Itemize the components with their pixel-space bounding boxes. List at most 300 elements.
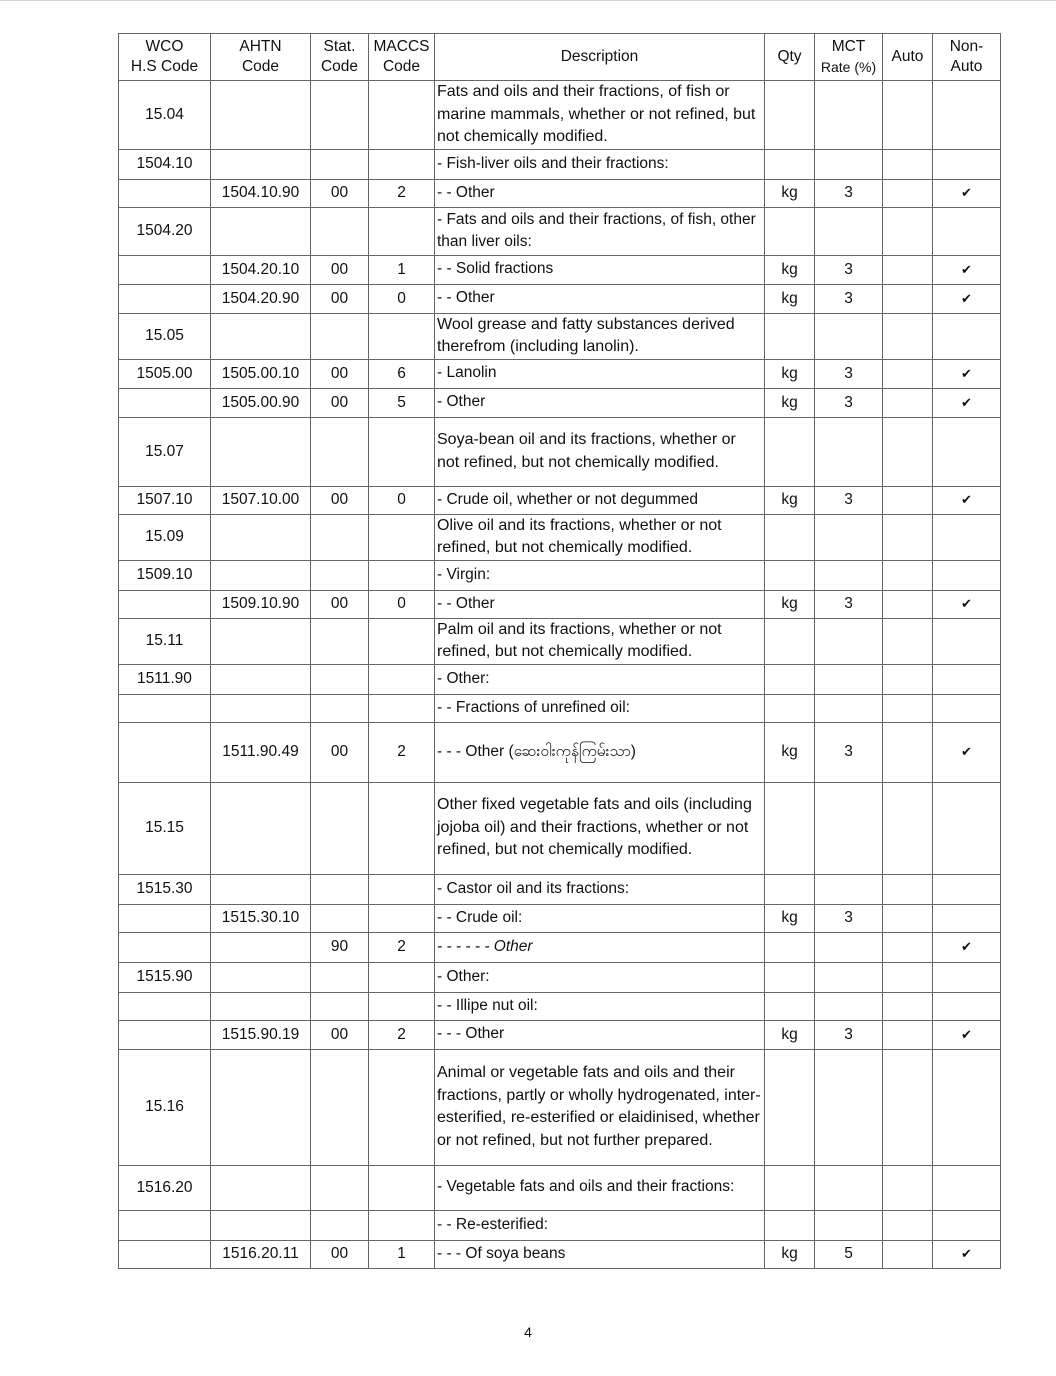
description-cell: Olive oil and its fractions, whether or not refined, but not chemically modified.: [435, 514, 765, 560]
stat-code-cell: [311, 874, 369, 904]
wco-code-cell: 1515.30: [119, 874, 211, 904]
description-cell: - - - Of soya beans: [435, 1240, 765, 1268]
ahtn-code-cell: [211, 992, 311, 1020]
table-row: [119, 664, 1001, 694]
table-row: [119, 560, 1001, 590]
mct-rate-cell: [815, 694, 883, 722]
stat-code-cell: [311, 81, 369, 150]
non-auto-cell: [933, 417, 1001, 486]
stat-code-cell: [311, 992, 369, 1020]
description-cell: - Castor oil and its fractions:: [435, 874, 765, 904]
description-cell: - Crude oil, whether or not degummed: [435, 486, 765, 514]
qty-cell: kg: [765, 255, 815, 284]
wco-code-cell: [119, 255, 211, 284]
mct-rate-cell: 3: [815, 486, 883, 514]
auto-cell: [883, 514, 933, 560]
stat-code-cell: [311, 207, 369, 255]
description-cell: Other fixed vegetable fats and oils (including jojoba oil) and their fractions, whether or not refined, but not chemically modified.: [435, 782, 765, 874]
wco-code-cell: [119, 590, 211, 618]
description-cell: Animal or vegetable fats and oils and their fractions, partly or wholly hydrogenated, inter-esterified, re-esterified or elaidinised, whether or not refined, but not further prepared.: [435, 1049, 765, 1165]
wco-code-cell: 1509.10: [119, 560, 211, 590]
maccs-code-cell: 1: [369, 1240, 435, 1268]
maccs-code-cell: 6: [369, 359, 435, 388]
auto-cell: [883, 284, 933, 313]
maccs-code-cell: [369, 664, 435, 694]
stat-code-cell: 00: [311, 359, 369, 388]
wco-code-cell: [119, 904, 211, 932]
mct-rate-cell: [815, 560, 883, 590]
header-stat: Stat. Code: [311, 34, 369, 81]
stat-code-cell: 00: [311, 1020, 369, 1049]
ahtn-code-cell: 1511.90.49: [211, 722, 311, 782]
wco-code-cell: [119, 992, 211, 1020]
stat-code-cell: 00: [311, 1240, 369, 1268]
wco-code-cell: [119, 932, 211, 962]
table-row: [119, 1165, 1001, 1210]
non-auto-cell: [933, 514, 1001, 560]
maccs-code-cell: [369, 1049, 435, 1165]
auto-cell: [883, 486, 933, 514]
stat-code-cell: 00: [311, 722, 369, 782]
qty-cell: [765, 618, 815, 664]
qty-cell: kg: [765, 486, 815, 514]
table-row: [119, 962, 1001, 992]
ahtn-code-cell: [211, 81, 311, 150]
non-auto-cell: [933, 782, 1001, 874]
qty-cell: [765, 962, 815, 992]
table-row: [119, 359, 1001, 388]
auto-cell: [883, 313, 933, 359]
qty-cell: [765, 417, 815, 486]
qty-cell: [765, 149, 815, 179]
wco-code-cell: 15.05: [119, 313, 211, 359]
description-cell: - Fish-liver oils and their fractions:: [435, 149, 765, 179]
header-maccs: MACCS Code: [369, 34, 435, 81]
table-row: [119, 149, 1001, 179]
description-cell: - - Other: [435, 179, 765, 207]
maccs-code-cell: [369, 514, 435, 560]
qty-cell: [765, 874, 815, 904]
checkmark-icon: ✔: [933, 284, 1001, 313]
checkmark-icon: ✔: [933, 179, 1001, 207]
mct-rate-cell: [815, 313, 883, 359]
checkmark-icon: ✔: [933, 722, 1001, 782]
stat-code-cell: [311, 560, 369, 590]
auto-cell: [883, 1049, 933, 1165]
ahtn-code-cell: [211, 313, 311, 359]
table-row: [119, 618, 1001, 664]
ahtn-code-cell: 1505.00.10: [211, 359, 311, 388]
non-auto-cell: [933, 207, 1001, 255]
qty-cell: [765, 514, 815, 560]
auto-cell: [883, 904, 933, 932]
non-auto-cell: [933, 904, 1001, 932]
description-cell: Wool grease and fatty substances derived therefrom (including lanolin).: [435, 313, 765, 359]
description-cell: - - Crude oil:: [435, 904, 765, 932]
ahtn-code-cell: [211, 207, 311, 255]
description-cell: - - - Other (ဆေးဝါးကုန်ကြမ်းသာ): [435, 722, 765, 782]
wco-code-cell: 15.15: [119, 782, 211, 874]
ahtn-code-cell: 1515.30.10: [211, 904, 311, 932]
auto-cell: [883, 618, 933, 664]
mct-rate-cell: [815, 1049, 883, 1165]
non-auto-cell: [933, 313, 1001, 359]
qty-cell: [765, 1210, 815, 1240]
description-cell: Soya-bean oil and its fractions, whether or not refined, but not chemically modified.: [435, 417, 765, 486]
table-row: [119, 904, 1001, 932]
qty-cell: kg: [765, 359, 815, 388]
qty-cell: [765, 313, 815, 359]
qty-cell: kg: [765, 1240, 815, 1268]
maccs-code-cell: [369, 207, 435, 255]
non-auto-cell: [933, 149, 1001, 179]
description-cell: - - - - - - Other: [435, 932, 765, 962]
maccs-code-cell: [369, 694, 435, 722]
checkmark-icon: ✔: [933, 1020, 1001, 1049]
qty-cell: [765, 694, 815, 722]
wco-code-cell: 15.11: [119, 618, 211, 664]
mct-rate-cell: 3: [815, 388, 883, 417]
wco-code-cell: 1504.10: [119, 149, 211, 179]
ahtn-code-cell: [211, 149, 311, 179]
header-wco: WCO H.S Code: [119, 34, 211, 81]
description-cell: - - - Other: [435, 1020, 765, 1049]
table-row: [119, 992, 1001, 1020]
auto-cell: [883, 874, 933, 904]
maccs-code-cell: [369, 1165, 435, 1210]
maccs-code-cell: 2: [369, 179, 435, 207]
header-qty: Qty: [765, 34, 815, 81]
stat-code-cell: [311, 1165, 369, 1210]
maccs-code-cell: [369, 962, 435, 992]
wco-code-cell: 1511.90: [119, 664, 211, 694]
maccs-code-cell: [369, 417, 435, 486]
qty-cell: [765, 932, 815, 962]
non-auto-cell: [933, 560, 1001, 590]
mct-rate-cell: 3: [815, 255, 883, 284]
stat-code-cell: [311, 417, 369, 486]
checkmark-icon: ✔: [933, 1240, 1001, 1268]
page-number: 4: [524, 1324, 532, 1340]
ahtn-code-cell: 1504.20.10: [211, 255, 311, 284]
ahtn-code-cell: 1504.10.90: [211, 179, 311, 207]
tariff-table: [118, 33, 1001, 1269]
checkmark-icon: ✔: [933, 590, 1001, 618]
qty-cell: [765, 782, 815, 874]
maccs-code-cell: [369, 904, 435, 932]
mct-rate-cell: [815, 664, 883, 694]
qty-cell: kg: [765, 1020, 815, 1049]
wco-code-cell: 15.09: [119, 514, 211, 560]
ahtn-code-cell: [211, 1049, 311, 1165]
stat-code-cell: 00: [311, 179, 369, 207]
stat-code-cell: 00: [311, 388, 369, 417]
wco-code-cell: [119, 694, 211, 722]
wco-code-cell: 1507.10: [119, 486, 211, 514]
table-row: [119, 1049, 1001, 1165]
wco-code-cell: 1516.20: [119, 1165, 211, 1210]
auto-cell: [883, 992, 933, 1020]
auto-cell: [883, 255, 933, 284]
checkmark-icon: ✔: [933, 486, 1001, 514]
maccs-code-cell: [369, 560, 435, 590]
mct-rate-cell: [815, 514, 883, 560]
maccs-code-cell: [369, 992, 435, 1020]
ahtn-code-cell: [211, 1210, 311, 1240]
mct-rate-cell: [815, 1165, 883, 1210]
wco-code-cell: [119, 179, 211, 207]
table-row: [119, 388, 1001, 417]
ahtn-code-cell: [211, 664, 311, 694]
ahtn-code-cell: 1505.00.90: [211, 388, 311, 417]
description-cell: - - Solid fractions: [435, 255, 765, 284]
table-row: [119, 486, 1001, 514]
ahtn-code-cell: [211, 618, 311, 664]
table-row: [119, 1210, 1001, 1240]
description-cell: - - Fractions of unrefined oil:: [435, 694, 765, 722]
maccs-code-cell: [369, 782, 435, 874]
auto-cell: [883, 782, 933, 874]
auto-cell: [883, 722, 933, 782]
stat-code-cell: [311, 1210, 369, 1240]
auto-cell: [883, 207, 933, 255]
non-auto-cell: [933, 1165, 1001, 1210]
top-rule: [0, 0, 1056, 1]
ahtn-code-cell: [211, 782, 311, 874]
mct-rate-cell: 3: [815, 179, 883, 207]
table-row: [119, 874, 1001, 904]
ahtn-code-cell: [211, 560, 311, 590]
description-cell: - Virgin:: [435, 560, 765, 590]
non-auto-cell: [933, 81, 1001, 150]
ahtn-code-cell: [211, 417, 311, 486]
wco-code-cell: 1515.90: [119, 962, 211, 992]
qty-cell: kg: [765, 388, 815, 417]
description-cell: - - Other: [435, 590, 765, 618]
stat-code-cell: [311, 313, 369, 359]
table-body: [119, 81, 1001, 1269]
stat-code-cell: 90: [311, 932, 369, 962]
auto-cell: [883, 1210, 933, 1240]
non-auto-cell: [933, 962, 1001, 992]
description-cell: - - Re-esterified:: [435, 1210, 765, 1240]
non-auto-cell: [933, 992, 1001, 1020]
auto-cell: [883, 81, 933, 150]
stat-code-cell: [311, 618, 369, 664]
table-row: [119, 694, 1001, 722]
mct-rate-cell: [815, 81, 883, 150]
mct-rate-cell: 3: [815, 722, 883, 782]
maccs-code-cell: 2: [369, 932, 435, 962]
mct-rate-cell: [815, 149, 883, 179]
non-auto-cell: [933, 874, 1001, 904]
qty-cell: kg: [765, 590, 815, 618]
header-mct-rate: MCT Rate (%): [815, 34, 883, 81]
table-row: [119, 179, 1001, 207]
maccs-code-cell: [369, 1210, 435, 1240]
maccs-code-cell: [369, 313, 435, 359]
stat-code-cell: [311, 904, 369, 932]
ahtn-code-cell: [211, 932, 311, 962]
mct-rate-cell: 5: [815, 1240, 883, 1268]
description-cell: Palm oil and its fractions, whether or not refined, but not chemically modified.: [435, 618, 765, 664]
maccs-code-cell: 0: [369, 590, 435, 618]
wco-code-cell: [119, 1210, 211, 1240]
stat-code-cell: [311, 782, 369, 874]
auto-cell: [883, 1240, 933, 1268]
auto-cell: [883, 560, 933, 590]
non-auto-cell: [933, 694, 1001, 722]
qty-cell: [765, 664, 815, 694]
auto-cell: [883, 359, 933, 388]
checkmark-icon: ✔: [933, 932, 1001, 962]
ahtn-code-cell: 1509.10.90: [211, 590, 311, 618]
table-row: [119, 932, 1001, 962]
qty-cell: [765, 560, 815, 590]
auto-cell: [883, 694, 933, 722]
maccs-code-cell: 0: [369, 486, 435, 514]
table-row: [119, 514, 1001, 560]
wco-code-cell: [119, 284, 211, 313]
stat-code-cell: [311, 514, 369, 560]
stat-code-cell: 00: [311, 255, 369, 284]
mct-rate-cell: 3: [815, 590, 883, 618]
qty-cell: kg: [765, 904, 815, 932]
non-auto-cell: [933, 618, 1001, 664]
ahtn-code-cell: 1516.20.11: [211, 1240, 311, 1268]
checkmark-icon: ✔: [933, 388, 1001, 417]
wco-code-cell: 15.16: [119, 1049, 211, 1165]
non-auto-cell: [933, 1210, 1001, 1240]
stat-code-cell: 00: [311, 590, 369, 618]
mct-rate-cell: [815, 992, 883, 1020]
auto-cell: [883, 1165, 933, 1210]
mct-rate-cell: [815, 618, 883, 664]
header-ahtn: AHTN Code: [211, 34, 311, 81]
table-row: [119, 417, 1001, 486]
ahtn-code-cell: 1515.90.19: [211, 1020, 311, 1049]
table-row: [119, 722, 1001, 782]
mct-rate-cell: [815, 962, 883, 992]
non-auto-cell: [933, 1049, 1001, 1165]
maccs-code-cell: [369, 874, 435, 904]
description-cell: Fats and oils and their fractions, of fish or marine mammals, whether or not refined, but not chemically modified.: [435, 81, 765, 150]
description-cell: - Other:: [435, 664, 765, 694]
wco-code-cell: 1505.00: [119, 359, 211, 388]
auto-cell: [883, 388, 933, 417]
stat-code-cell: [311, 962, 369, 992]
maccs-code-cell: 2: [369, 1020, 435, 1049]
mct-rate-cell: 3: [815, 284, 883, 313]
maccs-code-cell: 5: [369, 388, 435, 417]
auto-cell: [883, 149, 933, 179]
maccs-code-cell: 1: [369, 255, 435, 284]
auto-cell: [883, 590, 933, 618]
ahtn-code-cell: [211, 514, 311, 560]
auto-cell: [883, 417, 933, 486]
table-row: [119, 1240, 1001, 1268]
stat-code-cell: [311, 149, 369, 179]
table-row: [119, 590, 1001, 618]
header-auto: Auto: [883, 34, 933, 81]
table-row: [119, 1020, 1001, 1049]
description-cell: - Lanolin: [435, 359, 765, 388]
stat-code-cell: 00: [311, 284, 369, 313]
qty-cell: [765, 81, 815, 150]
auto-cell: [883, 179, 933, 207]
ahtn-code-cell: 1507.10.00: [211, 486, 311, 514]
ahtn-code-cell: 1504.20.90: [211, 284, 311, 313]
table-row: [119, 207, 1001, 255]
header-non-auto: Non-Auto: [933, 34, 1001, 81]
ahtn-code-cell: [211, 694, 311, 722]
maccs-code-cell: [369, 149, 435, 179]
auto-cell: [883, 664, 933, 694]
qty-cell: kg: [765, 179, 815, 207]
header-description: Description: [435, 34, 765, 81]
description-cell: - - Illipe nut oil:: [435, 992, 765, 1020]
mct-rate-cell: [815, 932, 883, 962]
maccs-code-cell: [369, 81, 435, 150]
wco-code-cell: [119, 388, 211, 417]
checkmark-icon: ✔: [933, 359, 1001, 388]
wco-code-cell: [119, 1240, 211, 1268]
mct-rate-cell: [815, 207, 883, 255]
maccs-code-cell: 0: [369, 284, 435, 313]
table-row: [119, 313, 1001, 359]
stat-code-cell: [311, 1049, 369, 1165]
wco-code-cell: 15.07: [119, 417, 211, 486]
description-cell: - - Other: [435, 284, 765, 313]
mct-rate-cell: [815, 1210, 883, 1240]
mct-rate-cell: [815, 417, 883, 486]
stat-code-cell: [311, 664, 369, 694]
qty-cell: kg: [765, 722, 815, 782]
mct-rate-cell: 3: [815, 359, 883, 388]
wco-code-cell: [119, 722, 211, 782]
qty-cell: [765, 207, 815, 255]
auto-cell: [883, 1020, 933, 1049]
description-cell: - Fats and oils and their fractions, of fish, other than liver oils:: [435, 207, 765, 255]
mct-rate-cell: 3: [815, 1020, 883, 1049]
maccs-code-cell: 2: [369, 722, 435, 782]
maccs-code-cell: [369, 618, 435, 664]
description-cell: - Other: [435, 388, 765, 417]
qty-cell: [765, 992, 815, 1020]
table-row: [119, 284, 1001, 313]
stat-code-cell: [311, 694, 369, 722]
table-row: [119, 782, 1001, 874]
ahtn-code-cell: [211, 874, 311, 904]
ahtn-code-cell: [211, 962, 311, 992]
qty-cell: [765, 1165, 815, 1210]
wco-code-cell: 1504.20: [119, 207, 211, 255]
wco-code-cell: 15.04: [119, 81, 211, 150]
mct-rate-cell: [815, 874, 883, 904]
ahtn-code-cell: [211, 1165, 311, 1210]
auto-cell: [883, 962, 933, 992]
description-cell: - Vegetable fats and oils and their fractions:: [435, 1165, 765, 1210]
stat-code-cell: 00: [311, 486, 369, 514]
table-header: [119, 34, 1001, 81]
table-row: [119, 255, 1001, 284]
wco-code-cell: [119, 1020, 211, 1049]
checkmark-icon: ✔: [933, 255, 1001, 284]
mct-rate-cell: 3: [815, 904, 883, 932]
non-auto-cell: [933, 664, 1001, 694]
qty-cell: kg: [765, 284, 815, 313]
qty-cell: [765, 1049, 815, 1165]
